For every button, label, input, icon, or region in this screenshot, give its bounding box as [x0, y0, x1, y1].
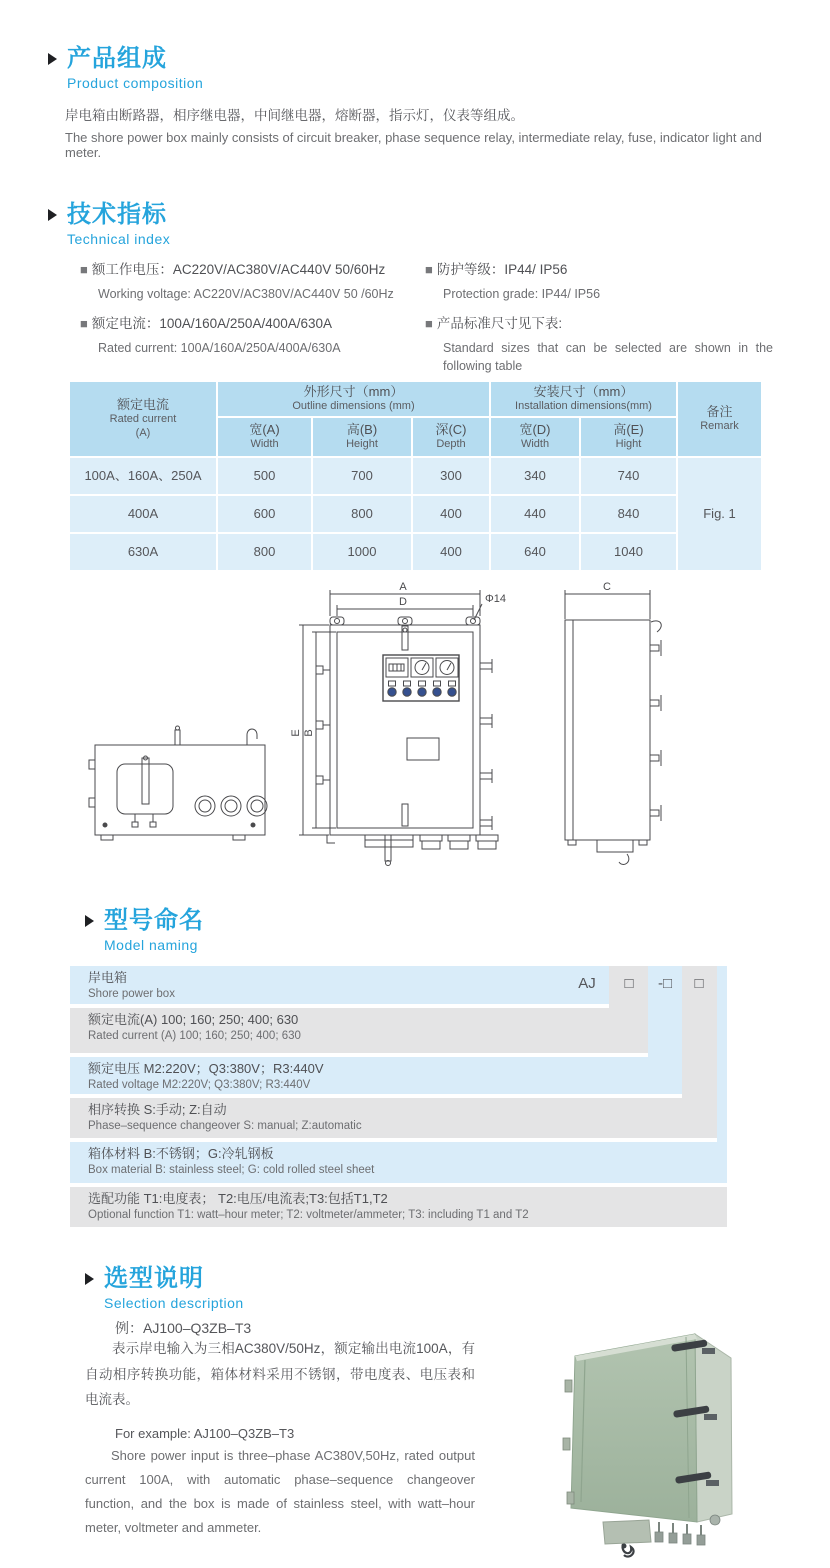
col-header-remark: 备注 Remark — [678, 382, 761, 456]
sub-header: 宽(A) Width — [218, 418, 311, 456]
table-cell: 300 — [413, 458, 489, 494]
section-title-en: Selection description — [104, 1295, 244, 1312]
spec-zh: 产品标准尺寸见下表: — [436, 316, 563, 332]
composition-text-zh: 岸电箱由断路器，相序继电器，中间继电器，熔断器，指示灯，仪表等组成。 — [65, 108, 524, 123]
dim-label-d: D — [399, 596, 407, 608]
spec-item — [425, 258, 765, 303]
table-cell: 800 — [218, 534, 311, 570]
spec-column-left — [80, 258, 410, 366]
spec-item — [80, 258, 410, 303]
table-cell-remark: Fig. 1 — [678, 458, 761, 570]
sub-header: 宽(D) Width — [491, 418, 579, 456]
model-prefix: AJ — [578, 975, 596, 992]
model-code-box-2: -□ — [657, 975, 673, 992]
section-title-zh: 型号命名 — [104, 907, 204, 934]
sub-header: 高(B) Height — [313, 418, 411, 456]
technical-drawing — [65, 578, 765, 873]
model-code-box-3: □ — [694, 975, 704, 992]
section-title-en: Technical index — [67, 231, 171, 248]
col-header-rated-current: 额定电流 Rated current (A) — [70, 382, 216, 456]
model-naming-diagram — [70, 966, 727, 1228]
section-product-composition-header — [48, 46, 203, 91]
section-arrow-icon — [48, 53, 57, 65]
spec-item — [80, 312, 410, 357]
dim-label-b: B — [303, 729, 315, 737]
selection-example-zh: 例：AJ100–Q3ZB–T3 — [115, 1320, 252, 1336]
section-technical-index-header — [48, 202, 170, 247]
model-row-box-material: 箱体材料 B:不锈钢；G:冷轧钢板 Box material B: stainless steel; G: cold rolled steel sheet — [70, 1142, 727, 1183]
square-bullet-icon: ■ — [425, 262, 433, 277]
square-bullet-icon: ■ — [80, 262, 88, 277]
table-cell: 630A — [70, 534, 216, 570]
group-header-install: 安装尺寸（mm） Installation dimensions(mm) — [491, 382, 676, 416]
table-cell: 500 — [218, 458, 311, 494]
section-title-zh: 产品组成 — [67, 45, 167, 72]
table-cell: 400 — [413, 534, 489, 570]
sub-header: 高(E) Hight — [581, 418, 676, 456]
table-cell: 440 — [491, 496, 579, 532]
section-title-zh: 技术指标 — [67, 201, 167, 228]
table-cell: 800 — [313, 496, 411, 532]
section-selection-header — [85, 1266, 244, 1311]
section-model-naming-header — [85, 908, 204, 953]
composition-text-en: The shore power box mainly consists of circuit breaker, phase sequence relay, intermediate relay, fuse, indicator light and meter. — [65, 130, 762, 160]
table-cell: 640 — [491, 534, 579, 570]
spec-en: Working voltage: AC220V/AC380V/AC440V 50 /60Hz — [98, 287, 394, 301]
model-row-rated-current: 额定电流(A) 100; 160; 250; 400; 630 Rated current (A) 100; 160; 250; 400; 630 — [70, 1008, 648, 1053]
group-header-outline: 外形尺寸（mm） Outline dimensions (mm) — [218, 382, 489, 416]
dim-label-c: C — [603, 581, 611, 593]
spec-en: Standard sizes that can be selected are shown in the following table — [443, 341, 773, 374]
table-cell: 100A、160A、250A — [70, 458, 216, 494]
model-row-optional-function: 选配功能 T1:电度表； T2:电压/电流表;T3:包括T1,T2 Optional function T1: watt–hour meter; T2: voltmeter/ammeter; T3: including T1 and T2 — [70, 1187, 727, 1227]
model-row-phase-changeover: 相序转换 S:手动; Z:自动 Phase–sequence changeover S: manual; Z:automatic — [70, 1098, 717, 1138]
side-view-drawing — [565, 590, 661, 864]
model-code-box-1: □ — [624, 975, 634, 992]
spec-en: Protection grade: IP44/ IP56 — [443, 287, 601, 301]
selection-body-en: Shore power input is three–phase AC380V,50Hz, rated output current 100A, with automatic phase–sequence changeover function, and the box is made of stainless steel, with watt–hour meter, voltmeter and ammeter. — [85, 1448, 475, 1536]
table-cell: 340 — [491, 458, 579, 494]
table-cell: 400 — [413, 496, 489, 532]
table-cell: 740 — [581, 458, 676, 494]
sub-header: 深(C) Depth — [413, 418, 489, 456]
spec-column-right — [425, 258, 773, 384]
section-title-zh: 选型说明 — [104, 1265, 204, 1292]
section-arrow-icon — [85, 1273, 94, 1285]
model-row-rated-voltage: 额定电压 M2:220V；Q3:380V；R3:440V Rated voltage M2:220V; Q3:380V; R3:440V — [70, 1057, 682, 1094]
table-cell: 400A — [70, 496, 216, 532]
spec-zh: 额工作电压：AC220V/AC380V/AC440V 50/60Hz — [91, 262, 386, 277]
spec-item — [425, 312, 773, 375]
cabinet-body — [571, 1334, 732, 1522]
indicator-lamps — [388, 681, 456, 696]
dim-label-a: A — [399, 581, 407, 593]
spec-zh: 防护等级：IP44/ IP56 — [436, 262, 568, 277]
table-cell: 600 — [218, 496, 311, 532]
section-arrow-icon — [48, 209, 57, 221]
square-bullet-icon: ■ — [425, 316, 433, 332]
square-bullet-icon: ■ — [80, 316, 88, 332]
table-cell: 1000 — [313, 534, 411, 570]
table-cell: 840 — [581, 496, 676, 532]
model-row-shore-power-box: 岸电箱 Shore power box — [70, 966, 609, 1004]
dim-label-e: E — [290, 729, 302, 737]
table-cell: 700 — [313, 458, 411, 494]
selection-example-en: For example: AJ100–Q3ZB–T3 — [115, 1426, 295, 1441]
shore-power-box-photo — [545, 1296, 830, 1564]
bottom-view-drawing — [89, 726, 267, 840]
section-title-en: Product composition — [67, 75, 204, 92]
front-view-drawing — [299, 590, 498, 866]
dim-label-phi14: Φ14 — [485, 593, 507, 605]
spec-en: Rated current: 100A/160A/250A/400A/630A — [98, 341, 341, 356]
dimensions-table — [70, 382, 761, 570]
section-arrow-icon — [85, 915, 94, 927]
selection-body-zh: 表示岸电输入为三相AC380V/50Hz，额定输出电流100A，有自动相序转换功能，箱体材料采用不锈钢，带电度表、电压表和电流表。 — [85, 1341, 475, 1408]
spec-zh: 额定电流：100A/160A/250A/400A/630A — [91, 316, 333, 332]
table-cell: 1040 — [581, 534, 676, 570]
section-title-en: Model naming — [104, 937, 198, 954]
